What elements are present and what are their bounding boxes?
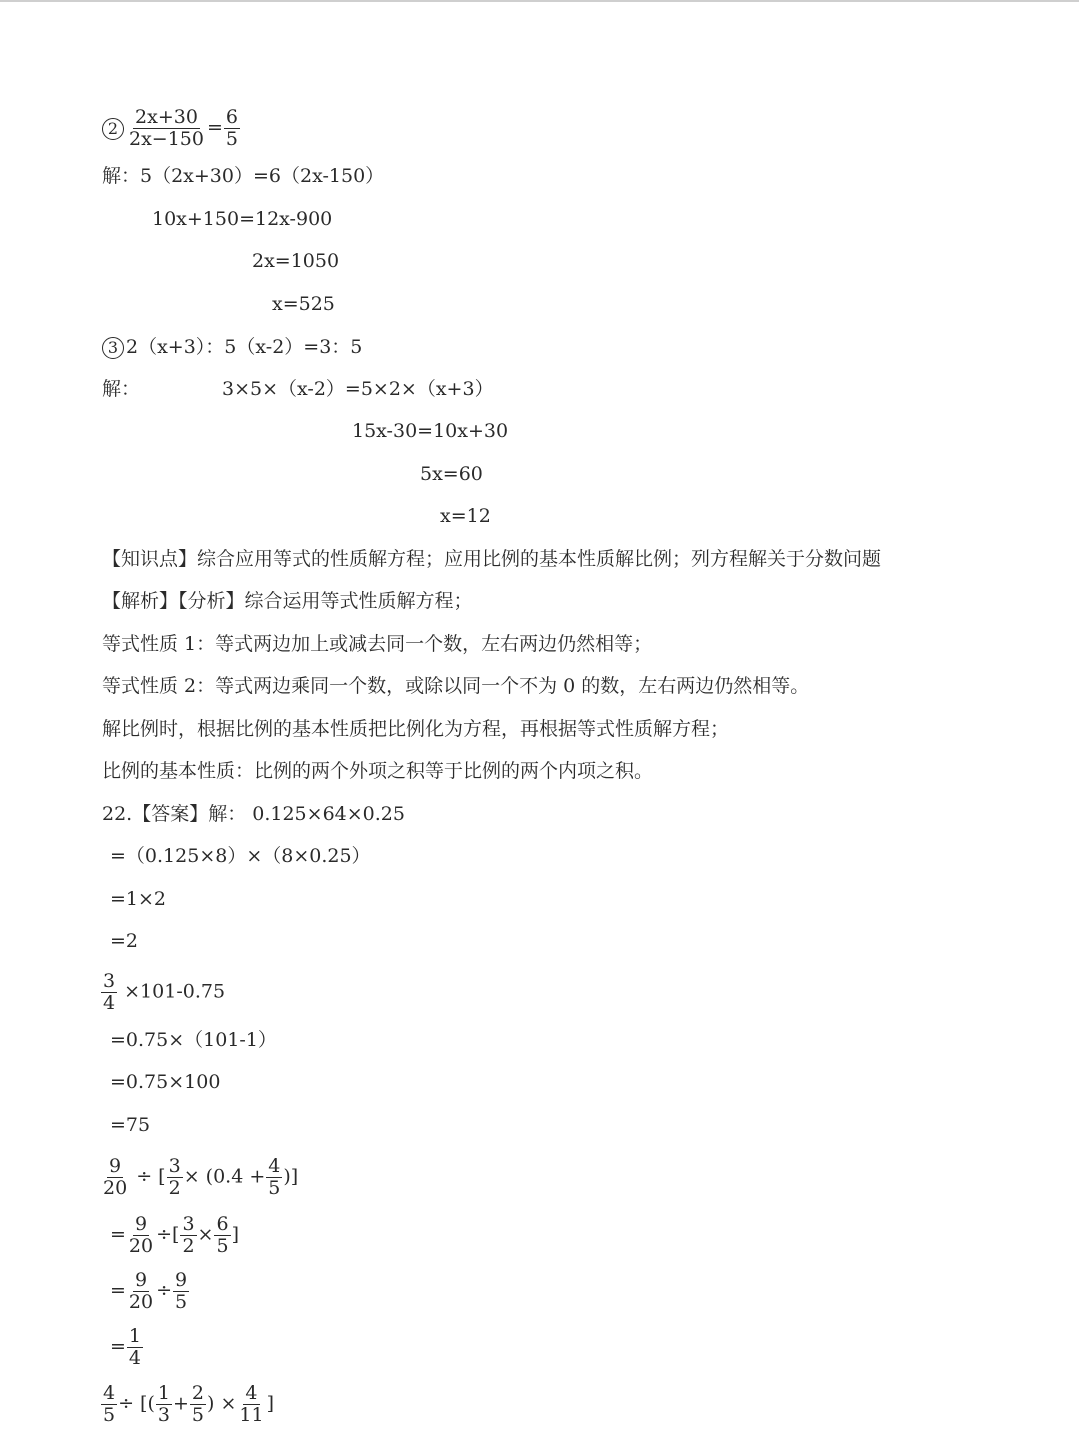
problem-3-equation: 3 2（x+3）：5（x-2）=3：5	[102, 337, 362, 359]
solution-step: =（0.125×8）×（8×0.25）	[110, 845, 371, 867]
solution-step: 3×5×（x-2）=5×2×（x+3）	[222, 378, 494, 400]
solution-step: 5x=60	[420, 463, 483, 485]
fraction: $\frac{9}{20}$	[128, 1213, 154, 1257]
solution-step: =2	[110, 930, 139, 952]
fraction: $\frac{9}{5}$	[175, 1269, 188, 1313]
knowledge-point: 【知识点】综合应用等式的性质解方程；应用比例的基本性质解比例；列方程解关于分数问题	[102, 548, 882, 570]
fraction: $\frac{9}{20}$	[103, 1155, 128, 1199]
solution-step: 2x=1050	[252, 250, 340, 272]
solution-step: 15x-30=10x+30	[352, 420, 509, 442]
expression-3: $\frac{9}{20}$ ÷ [ $\frac{3}{2}$ × (0.4 + $\frac{4}{5}$ )]	[103, 1155, 299, 1199]
analysis-heading: 【解析】【分析】综合运用等式性质解方程；	[102, 590, 473, 612]
solution-step: x=12	[440, 505, 491, 527]
analysis-line: 等式性质 2：等式两边乘同一个数，或除以同一个不为 0 的数，左右两边仍然相等。	[102, 675, 810, 697]
fraction: $\frac{1}{4}$	[128, 1325, 142, 1369]
solution-label: 解：	[102, 378, 141, 400]
solution-step: =0.75×100	[110, 1071, 221, 1093]
solution-step: 10x+150=12x-900	[152, 208, 333, 230]
solution-step: =1×2	[110, 888, 167, 910]
solution-step: = $\frac{9}{20}$ ÷[ $\frac{3}{2}$ × $\frac{6}{5}$ ]	[110, 1213, 239, 1257]
solution-step: =75	[110, 1114, 151, 1136]
fraction-left: $\frac{2x+30}{2x-150}$	[129, 106, 204, 150]
question-22-answer: 22.【答案】解： 0.125×64×0.25	[102, 803, 405, 825]
fraction: $\frac{3}{2}$	[168, 1155, 181, 1199]
analysis-line: 比例的基本性质：比例的两个外项之积等于比例的两个内项之积。	[102, 760, 654, 782]
fraction: $\frac{6}{5}$	[216, 1213, 229, 1257]
expression-2: $\frac{3}{4}$ ×101-0.75	[103, 970, 226, 1014]
expression-4: $\frac{4}{5}$ ÷ [( $\frac{1}{3}$ + $\frac{2}{5}$ ) × $\frac{4}{11}$ ]	[103, 1382, 274, 1426]
fraction-right: $\frac{6}{5}$	[225, 106, 239, 150]
problem-2-equation: 2 $\frac{2x+30}{2x-150}$ = $\frac{6}{5}$	[102, 108, 241, 149]
solution-step: 解：5（2x+30）=6（2x-150）	[102, 165, 385, 187]
fraction: $\frac{3}{4}$	[103, 970, 116, 1014]
fraction: $\frac{4}{5}$	[103, 1382, 116, 1426]
solution-step: = $\frac{9}{20}$ ÷ $\frac{9}{5}$	[110, 1269, 188, 1313]
fraction: $\frac{1}{3}$	[157, 1382, 170, 1426]
solution-step: = $\frac{1}{4}$	[110, 1325, 142, 1369]
circled-number-marker: 3	[102, 337, 124, 359]
solution-step: =0.75×（101-1）	[110, 1029, 277, 1051]
fraction: $\frac{2}{5}$	[191, 1382, 204, 1426]
analysis-line: 解比例时，根据比例的基本性质把比例化为方程，再根据等式性质解方程；	[102, 718, 730, 740]
page-top-border	[0, 0, 1079, 2]
fraction: $\frac{4}{5}$	[268, 1155, 281, 1199]
circled-number-marker: 2	[102, 118, 124, 140]
fraction: $\frac{9}{20}$	[128, 1269, 154, 1313]
fraction: $\frac{4}{11}$	[239, 1382, 264, 1426]
solution-step: x=525	[272, 293, 335, 315]
analysis-line: 等式性质 1：等式两边加上或减去同一个数，左右两边仍然相等；	[102, 633, 653, 655]
fraction: $\frac{3}{2}$	[182, 1213, 195, 1257]
